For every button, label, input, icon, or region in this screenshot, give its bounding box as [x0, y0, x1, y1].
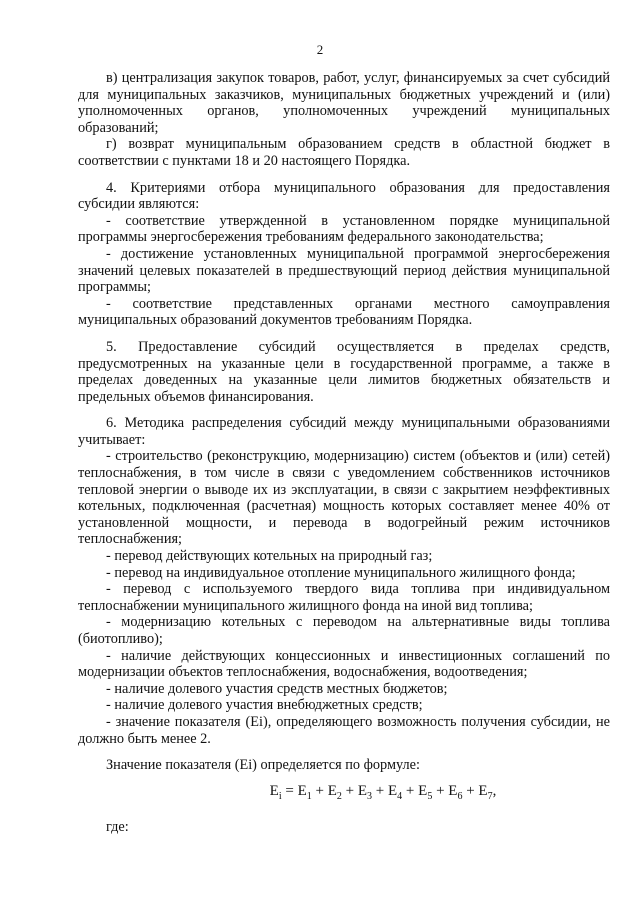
paragraph-5: 5. Предоставление субсидий осуществляется в пределах средств, предусмотренных на указанные цели в государственной программе, а также в пределах доведенных на указанные цели лимитов бюджетных обязательств и предельных объемов финансирования. — [78, 338, 610, 405]
page-number: 2 — [316, 42, 324, 57]
method-item-2: - перевод действующих котельных на природный газ; — [106, 548, 433, 565]
formula-term: $E_7$ — [478, 782, 493, 802]
method-item-3: - перевод на индивидуальное отопление муниципального жилищного фонда; — [106, 564, 576, 581]
method-item-1: - строительство (реконструкцию, модернизацию) систем (объектов и (или) сетей) теплоснабжения, в том числе в связи с уведомлением собственников источников тепловой энергии о выводе их из эксплуатации, в связи с закрытием неэффективных котельных, подключенная (расчетная) мощность которых составляет менее 40% от установленной мощности, и перевода в водогрейный режим источников теплоснабжения; — [78, 448, 610, 548]
method-item-6: - наличие действующих концессионных и инвестиционных соглашений по модернизации объектов теплоснабжения, водоснабжения, водоотведения; — [78, 647, 610, 681]
paragraph-3g: г) возврат муниципальным образованием средств в областной бюджет в соответствии с пунктами 18 и 20 настоящего Порядка. — [78, 136, 610, 169]
paragraph-3v: в) централизация закупок товаров, работ, услуг, финансируемых за счет субсидий для муниципальных заказчиков, муниципальных бюджетных учреждений и (или) уполномоченных органов, уполномоченных учреждений муниципальных образований; — [78, 70, 610, 136]
document-body — [78, 70, 610, 836]
formula-term: $E_5$ — [418, 782, 433, 802]
method-item-8: - наличие долевого участия внебюджетных средств; — [106, 697, 423, 714]
formula-term: $E_4$ — [388, 782, 403, 802]
method-item-4: - перевод с используемого твердого вида топлива при индивидуальном теплоснабжении муниципального жилищного фонда на иной вид топлива; — [78, 581, 610, 614]
method-item-5: - модернизацию котельных с переводом на альтернативные виды топлива (биотопливо); — [78, 614, 610, 647]
paragraph-4: 4. Критериями отбора муниципального образования для предоставления субсидии являются: — [78, 179, 610, 213]
criteria-item-3: - соответствие представленных органами местного самоуправления муниципальных образований документов требованиям Порядка. — [78, 295, 610, 329]
criteria-item-1: - соответствие утвержденной в установленном порядке муниципальной программы энергосбережения требованиям федерального законодательства; — [78, 212, 610, 246]
formula-term: $E_1$ — [297, 782, 312, 802]
formula-intro: Значение показателя (Ei) определяется по формуле: — [106, 757, 420, 774]
where-label: где: — [106, 819, 129, 836]
criteria-item-2: - достижение установленных муниципальной программой энергосбережения значений целевых показателей в предшествующий период действия муниципальной программы; — [78, 245, 610, 296]
method-item-9: - значение показателя (Ei), определяющего возможность получения субсидии, не должно быть менее 2. — [78, 713, 610, 747]
formula: $E_i = E_1 + E_2 + E_3 + E_4 + E_5 + E_6 + E_7$, — [269, 782, 497, 802]
method-item-7: - наличие долевого участия средств местных бюджетов; — [106, 680, 448, 697]
formula-trailing: , — [492, 782, 497, 799]
formula-lhs: $E_i$ — [269, 782, 282, 802]
formula-term: $E_3$ — [357, 782, 373, 802]
paragraph-6: 6. Методика распределения субсидий между муниципальными образованиями учитывает: — [78, 415, 610, 448]
formula-term: $E_2$ — [327, 782, 342, 802]
formula-term: $E_6$ — [448, 782, 463, 802]
